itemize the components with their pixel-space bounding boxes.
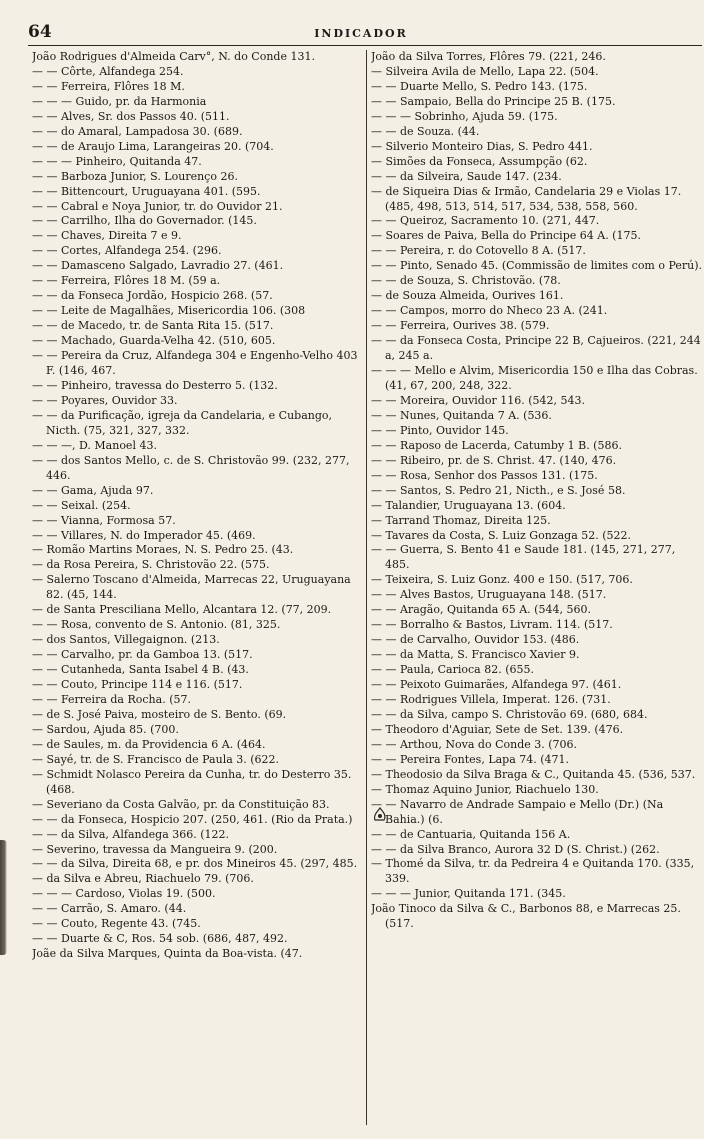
directory-entry: — Thomé da Silva, tr. da Pedreira 4 e Quitanda 170. (335, 339. <box>371 857 695 886</box>
directory-entry: — — Cabral e Noya Junior, tr. do Ouvidor 21. <box>32 199 283 213</box>
directory-entry: João da Silva Torres, Flôres 79. (221, 246. <box>371 50 606 63</box>
directory-entry: — — — Sobrinho, Ajuda 59. (175. <box>371 109 558 123</box>
directory-entry: — — Ferreira, Flôres 18 M. (59 a. <box>32 274 221 288</box>
directory-entry: — — — Cardoso, Violas 19. (500. <box>32 887 216 901</box>
directory-entry: — — Moreira, Ouvidor 116. (542, 543. <box>371 393 585 407</box>
directory-entry: — — dos Santos Mello, c. de S. Christovão 99. (232, 277, 446. <box>32 453 350 482</box>
directory-entry: — — Queiroz, Sacramento 10. (271, 447. <box>371 214 600 228</box>
directory-entry: — — Barboza Junior, S. Lourenço 26. <box>32 169 238 183</box>
directory-entry: — de Souza Almeida, Ourives 161. <box>371 289 564 303</box>
directory-entry: Joãe da Silva Marques, Quinta da Boa-vista. (47. <box>32 947 303 961</box>
right-column <box>371 50 703 1128</box>
directory-entry: — — de Araujo Lima, Larangeiras 20. (704. <box>32 139 274 153</box>
directory-entry: — — de Carvalho, Ouvidor 153. (486. <box>371 633 580 647</box>
page-number: 64 <box>28 22 52 42</box>
directory-entry: — — de Cantuaria, Quitanda 156 A. <box>371 827 571 841</box>
directory-entry: — — — Pinheiro, Quitanda 47. <box>32 154 202 168</box>
directory-entry: — — do Amaral, Lampadosa 30. (689. <box>32 124 243 138</box>
directory-entry: — — — Guido, pr. da Harmonia <box>32 94 207 108</box>
directory-entry: — — Duarte Mello, S. Pedro 143. (175. <box>371 79 588 93</box>
directory-entry: — — Carvalho, pr. da Gamboa 13. (517. <box>32 648 253 662</box>
directory-entry: — de S. José Paiva, mosteiro de S. Bento. (69. <box>32 707 287 721</box>
directory-entry: — — de Macedo, tr. de Santa Rita 15. (517. <box>32 319 274 333</box>
directory-entry: — Thomaz Aquino Junior, Riachuelo 130. <box>371 782 599 796</box>
directory-entry: — Teixeira, S. Luiz Gonz. 400 e 150. (517, 706. <box>371 573 633 587</box>
directory-entry: — Severiano da Costa Galvão, pr. da Constituição 83. <box>32 797 330 811</box>
header-rule <box>28 45 702 46</box>
directory-entry: — — Sampaio, Bella do Principe 25 B. (175. <box>371 94 616 108</box>
directory-entry: — — de Souza, S. Christovão. (78. <box>371 274 561 288</box>
directory-entry: — Tarrand Thomaz, Direita 125. <box>371 513 551 527</box>
binding-shadow <box>0 840 7 955</box>
directory-entry: — — Pinto, Ouvidor 145. <box>371 423 509 437</box>
directory-entry: — — Campos, morro do Nheco 23 A. (241. <box>371 304 608 318</box>
directory-entry: — — Ferreira, Flôres 18 M. <box>32 79 185 93</box>
left-column <box>32 50 366 1128</box>
directory-entry: — de Santa Presciliana Mello, Alcantara 12. (77, 209. <box>32 603 332 617</box>
directory-entry: — — da Fonseca Jordão, Hospicio 268. (57. <box>32 289 273 303</box>
directory-entry: — — Seixal. (254. <box>32 498 131 512</box>
directory-entry: — — Côrte, Alfandega 254. <box>32 64 184 78</box>
directory-entry: — — Cortes, Alfandega 254. (296. <box>32 244 222 258</box>
directory-entry: — — Rosa, convento de S. Antonio. (81, 325. <box>32 618 281 632</box>
directory-entry: — — Navarro de Andrade Sampaio e Mello (Dr.) (Na Bahia.) (6. <box>371 797 664 826</box>
directory-entry: — Silverio Monteiro Dias, S. Pedro 441. <box>371 139 593 153</box>
directory-entry: — da Silva e Abreu, Riachuelo 79. (706. <box>32 872 254 886</box>
directory-entry: — — Pereira Fontes, Lapa 74. (471. <box>371 752 570 766</box>
directory-entry: — Talandier, Uruguayana 13. (604. <box>371 498 566 512</box>
directory-entry: — de Siqueira Dias & Irmão, Candelaria 29 e Violas 17. (485, 498, 513, 514, 517, 534, 538, 558, 560. <box>371 184 682 213</box>
directory-entry: — — Carrilho, Ilha do Governador. (145. <box>32 214 257 228</box>
directory-entry: — — Ribeiro, pr. de S. Christ. 47. (140, 476. <box>371 453 617 467</box>
margin-mark-icon <box>372 805 388 823</box>
directory-entry: — — Carrão, S. Amaro. (44. <box>32 902 187 916</box>
directory-entry: — — Vianna, Formosa 57. <box>32 513 176 527</box>
directory-entry: — — Alves, Sr. dos Passos 40. (511. <box>32 109 230 123</box>
directory-entry: — — Pinheiro, travessa do Desterro 5. (132. <box>32 378 278 392</box>
directory-entry: — — Leite de Magalhães, Misericordia 106. (308 <box>32 304 306 318</box>
directory-entry: — Soares de Paiva, Bella do Principe 64 A. (175. <box>371 229 641 243</box>
directory-entry: — da Rosa Pereira, S. Christovão 22. (575. <box>32 558 270 572</box>
directory-entry: — — Villares, N. do Imperador 45. (469. <box>32 528 256 542</box>
directory-entry: — — Machado, Guarda-Velha 42. (510, 605. <box>32 334 276 348</box>
directory-entry: — — Rodrigues Villela, Imperat. 126. (731. <box>371 692 611 706</box>
directory-entry: — — da Fonseca Costa, Principe 22 B, Cajueiros. (221, 244 a, 245 a. <box>371 334 701 363</box>
directory-entry: — — Guerra, S. Bento 41 e Saude 181. (145, 271, 277, 485. <box>371 543 676 572</box>
directory-entry: — — Cutanheda, Santa Isabel 4 B. (43. <box>32 663 249 677</box>
directory-entry: — — Pereira da Cruz, Alfandega 304 e Engenho-Velho 403 F. (146, 467. <box>32 349 358 378</box>
directory-entry: — Theodosio da Silva Braga & C., Quitanda 45. (536, 537. <box>371 767 696 781</box>
running-title: INDICADOR <box>314 27 408 40</box>
directory-entry: — — Ferreira, Ourives 38. (579. <box>371 319 550 333</box>
directory-entry: — — Nunes, Quitanda 7 A. (536. <box>371 408 552 422</box>
directory-entry: — Salerno Toscano d'Almeida, Marrecas 22, Uruguayana 82. (45, 144. <box>32 573 351 602</box>
directory-entry: — — de Souza. (44. <box>371 124 480 138</box>
directory-entry: — — da Matta, S. Francisco Xavier 9. <box>371 648 580 662</box>
directory-entry: — — da Silva Branco, Aurora 32 D (S. Christ.) (262. <box>371 842 660 856</box>
directory-entry: — — Santos, S. Pedro 21, Nicth., e S. José 58. <box>371 483 626 497</box>
directory-entry: — — Pinto, Senado 45. (Commissão de limites com o Perú). <box>371 259 703 273</box>
directory-entry: — — Paula, Carioca 82. (655. <box>371 663 534 677</box>
directory-entry: — — da Silva, campo S. Christovão 69. (680, 684. <box>371 707 648 721</box>
directory-entry: — Simões da Fonseca, Assumpção (62. <box>371 154 588 168</box>
directory-entry: — de Saules, m. da Providencia 6 A. (464. <box>32 737 266 751</box>
directory-entry: — — da Purificação, igreja da Candelaria, e Cubango, Nicth. (75, 321, 327, 332. <box>32 408 332 437</box>
directory-entry: — — Couto, Regente 43. (745. <box>32 917 201 931</box>
directory-entry: — Romão Martins Moraes, N. S. Pedro 25. (43. <box>32 543 294 557</box>
directory-entry: — Schmidt Nolasco Pereira da Cunha, tr. do Desterro 35. (468. <box>32 767 352 796</box>
directory-entry: — — Chaves, Direita 7 e 9. <box>32 229 182 243</box>
directory-entry: — — — Junior, Quitanda 171. (345. <box>371 887 566 901</box>
directory-entry: — Theodoro d'Aguiar, Sete de Set. 139. (476. <box>371 722 624 736</box>
directory-entry: — — Aragão, Quitanda 65 A. (544, 560. <box>371 603 591 617</box>
directory-entry: — — Poyares, Ouvidor 33. <box>32 393 178 407</box>
directory-entry: João Rodrigues d'Almeida Carv°, N. do Conde 131. <box>32 50 315 63</box>
directory-entry: — — —, D. Manoel 43. <box>32 438 157 452</box>
directory-entry: — — Bittencourt, Uruguayana 401. (595. <box>32 184 261 198</box>
column-divider <box>366 50 367 1125</box>
directory-entry: — Silveira Avila de Mello, Lapa 22. (504. <box>371 64 599 78</box>
directory-entry: — — Alves Bastos, Uruguayana 148. (517. <box>371 588 607 602</box>
directory-entry: — — Peixoto Guimarães, Alfandega 97. (461. <box>371 678 622 692</box>
directory-entry: — — Ferreira da Rocha. (57. <box>32 692 191 706</box>
directory-entry: João Tinoco da Silva & C., Barbonos 88, e Marrecas 25. (517. <box>371 902 681 931</box>
directory-entry: — Sayé, tr. de S. Francisco de Paula 3. (622. <box>32 752 280 766</box>
directory-entry: — — — Mello e Alvim, Misericordia 150 e Ilha das Cobras. (41, 67, 200, 248, 322. <box>371 364 698 392</box>
directory-entry: — — Gama, Ajuda 97. <box>32 483 154 497</box>
directory-entry: — — Raposo de Lacerda, Catumby 1 B. (586. <box>371 438 622 452</box>
page-header <box>28 22 694 42</box>
directory-entry: — — Rosa, Senhor dos Passos 131. (175. <box>371 468 598 482</box>
directory-entry: — Sardou, Ajuda 85. (700. <box>32 722 179 736</box>
directory-entry: — — Damasceno Salgado, Lavradio 27. (461. <box>32 259 284 273</box>
directory-entry: — — da Fonseca, Hospicio 207. (250, 461. (Rio da Prata.) <box>32 812 353 826</box>
directory-entry: — — da Silveira, Saude 147. (234. <box>371 169 562 183</box>
directory-entry: — — da Silva, Direita 68, e pr. dos Mineiros 45. (297, 485. <box>32 857 358 871</box>
directory-entry: — — Duarte & C, Ros. 54 sob. (686, 487, 492. <box>32 932 288 946</box>
directory-entry: — — Arthou, Nova do Conde 3. (706. <box>371 737 578 751</box>
directory-entry: — Severino, travessa da Mangueira 9. (200. <box>32 842 278 856</box>
directory-entry: — dos Santos, Villegaignon. (213. <box>32 633 220 647</box>
directory-entry: — Tavares da Costa, S. Luiz Gonzaga 52. (522. <box>371 528 632 542</box>
directory-entry: — — Pereira, r. do Cotovello 8 A. (517. <box>371 244 586 258</box>
directory-entry: — — da Silva, Alfandega 366. (122. <box>32 827 230 841</box>
directory-entry: — — Couto, Principe 114 e 116. (517. <box>32 678 243 692</box>
directory-entry: — — Borralho & Bastos, Livram. 114. (517. <box>371 618 613 632</box>
